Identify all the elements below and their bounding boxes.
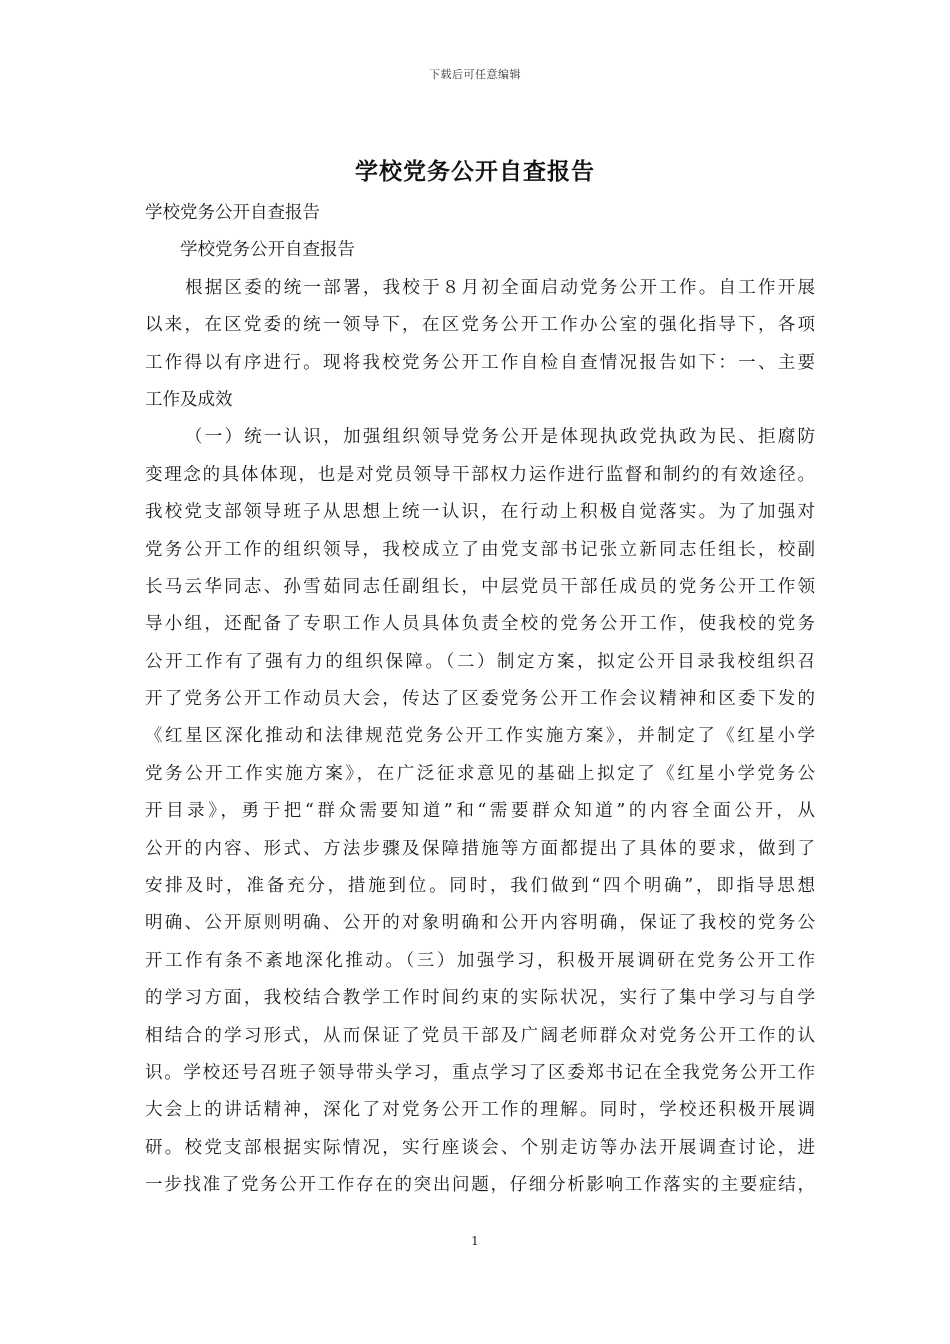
subtitle-line-indented: 学校党务公开自查报告 (180, 240, 355, 261)
paragraph-line: 识。学校还号召班子领导带头学习，重点学习了区委郑书记在全我党务公开工作 (145, 1062, 815, 1083)
paragraph-line: 党务公开工作实施方案》，在广泛征求意见的基础上拟定了《红星小学党务公 (145, 763, 815, 784)
subtitle-line: 学校党务公开自查报告 (145, 203, 320, 223)
paragraph-line: 我校党支部领导班子从思想上统一认识，在行动上积极自觉落实。为了加强对 (145, 502, 815, 523)
paragraph-line: 《红星区深化推动和法律规范党务公开工作实施方案》，并制定了《红星小学 (145, 726, 815, 747)
page-number: 1 (471, 1234, 479, 1248)
paragraph-line: 开了党务公开工作动员大会，传达了区委党务公开工作会议精神和区委下发的 (145, 689, 815, 710)
paragraph-line: 相结合的学习形式，从而保证了党员干部及广阔老师群众对党务公开工作的认 (145, 1025, 815, 1046)
paragraph-line: 大会上的讲话精神，深化了对党务公开工作的理解。同时，学校还积极开展调 (145, 1100, 815, 1121)
paragraph-line: （一）统一认识，加强组织领导党务公开是体现执政党执政为民、拒腐防 (185, 427, 815, 448)
paragraph-line: 明确、公开原则明确、公开的对象明确和公开内容明确，保证了我校的党务公 (145, 913, 815, 934)
document-title: 学校党务公开自查报告 (355, 158, 595, 185)
paragraph-line: 安排及时，准备充分，措施到位。同时，我们做到“四个明确”，即指导思想 (145, 876, 815, 897)
paragraph-line: 工作及成效 (145, 389, 233, 410)
paragraph-line: 一步找准了党务公开工作存在的突出问题，仔细分析影响工作落实的主要症结， (145, 1175, 815, 1196)
paragraph-line: 公开的内容、形式、方法步骤及保障措施等方面都提出了具体的要求，做到了 (145, 838, 815, 859)
paragraph-line: 变理念的具体体现，也是对党员领导干部权力运作进行监督和制约的有效途径。 (145, 464, 815, 485)
document-body (145, 195, 815, 1205)
paragraph-line: 长马云华同志、孙雪茹同志任副组长，中层党员干部任成员的党务公开工作领 (145, 576, 815, 597)
paragraph-line: 根据区委的统一部署，我校于８月初全面启动党务公开工作。自工作开展 (185, 277, 815, 298)
paragraph-line: 公开工作有了强有力的组织保障。（二）制定方案，拟定公开目录我校组织召 (145, 651, 815, 672)
paragraph-line: 党务公开工作的组织领导，我校成立了由党支部书记张立新同志任组长，校副 (145, 539, 815, 560)
header-note: 下载后可任意编辑 (429, 68, 521, 81)
paragraph-line: 工作得以有序进行。现将我校党务公开工作自检自查情况报告如下：一、主要 (145, 352, 815, 373)
paragraph-line: 导小组，还配备了专职工作人员具体负责全校的党务公开工作，使我校的党务 (145, 614, 815, 635)
paragraph-line: 开目录》，勇于把“群众需要知道”和“需要群众知道”的内容全面公开，从 (145, 801, 815, 822)
paragraph-line: 开工作有条不紊地深化推动。（三）加强学习，积极开展调研在党务公开工作 (145, 950, 815, 971)
paragraph-line: 的学习方面，我校结合教学工作时间约束的实际状况，实行了集中学习与自学 (145, 988, 815, 1009)
paragraph-line: 研。校党支部根据实际情况，实行座谈会、个别走访等办法开展调查讨论，进 (145, 1137, 815, 1158)
paragraph-line: 以来，在区党委的统一领导下，在区党务公开工作办公室的强化指导下，各项 (145, 315, 815, 336)
